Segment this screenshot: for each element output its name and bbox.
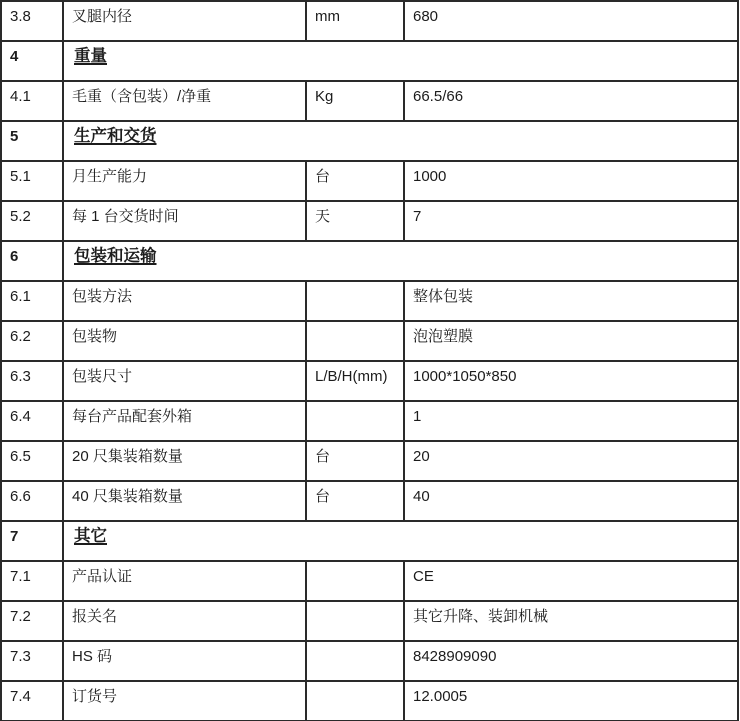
table-row xyxy=(1,681,738,721)
table-row xyxy=(1,441,738,481)
section-row xyxy=(1,121,738,161)
unit-cell: Kg xyxy=(306,81,404,121)
unit-cell: 天 xyxy=(306,201,404,241)
unit-cell xyxy=(306,681,404,721)
value-cell: 1000*1050*850 xyxy=(404,361,738,401)
spec-name-cell: 月生产能力 xyxy=(63,161,306,201)
table-row xyxy=(1,481,738,521)
table-row xyxy=(1,1,738,41)
row-number-cell: 6.2 xyxy=(1,321,63,361)
section-title: 其它 xyxy=(74,527,107,545)
spec-name-cell: 包装物 xyxy=(63,321,306,361)
value-cell: 66.5/66 xyxy=(404,81,738,121)
table-row xyxy=(1,161,738,201)
value-cell: 1000 xyxy=(404,161,738,201)
table-row xyxy=(1,361,738,401)
unit-cell: 台 xyxy=(306,441,404,481)
value-cell: 40 xyxy=(404,481,738,521)
row-number-cell: 7.2 xyxy=(1,601,63,641)
unit-cell xyxy=(306,321,404,361)
row-number-cell: 5.2 xyxy=(1,201,63,241)
section-number-cell: 6 xyxy=(1,241,63,281)
unit-cell: L/B/H(mm) xyxy=(306,361,404,401)
section-title: 生产和交货 xyxy=(74,127,157,145)
row-number-cell: 6.4 xyxy=(1,401,63,441)
unit-cell: 台 xyxy=(306,481,404,521)
section-title-cell xyxy=(63,241,738,281)
spec-name-cell: 每 1 台交货时间 xyxy=(63,201,306,241)
section-row xyxy=(1,521,738,561)
table-row xyxy=(1,321,738,361)
spec-name-cell: 包装尺寸 xyxy=(63,361,306,401)
unit-cell xyxy=(306,401,404,441)
row-number-cell: 4.1 xyxy=(1,81,63,121)
table-row xyxy=(1,601,738,641)
value-cell: 8428909090 xyxy=(404,641,738,681)
section-title: 包装和运输 xyxy=(74,247,157,265)
value-cell: 12.0005 xyxy=(404,681,738,721)
spec-name-cell: 每台产品配套外箱 xyxy=(63,401,306,441)
row-number-cell: 6.5 xyxy=(1,441,63,481)
section-title-cell xyxy=(63,41,738,81)
spec-name-cell: 40 尺集装箱数量 xyxy=(63,481,306,521)
row-number-cell: 5.1 xyxy=(1,161,63,201)
value-cell: 1 xyxy=(404,401,738,441)
section-title: 重量 xyxy=(74,47,107,65)
row-number-cell: 7.4 xyxy=(1,681,63,721)
table-row xyxy=(1,641,738,681)
spec-name-cell: 报关名 xyxy=(63,601,306,641)
value-cell: 泡泡塑膜 xyxy=(404,321,738,361)
spec-name-cell: 产品认证 xyxy=(63,561,306,601)
section-row xyxy=(1,241,738,281)
value-cell: CE xyxy=(404,561,738,601)
table-row xyxy=(1,401,738,441)
section-title-cell xyxy=(63,521,738,561)
unit-cell: 台 xyxy=(306,161,404,201)
row-number-cell: 6.6 xyxy=(1,481,63,521)
row-number-cell: 6.1 xyxy=(1,281,63,321)
table-row xyxy=(1,201,738,241)
unit-cell xyxy=(306,561,404,601)
value-cell: 7 xyxy=(404,201,738,241)
table-row xyxy=(1,81,738,121)
row-number-cell: 3.8 xyxy=(1,1,63,41)
table-row xyxy=(1,561,738,601)
value-cell: 其它升降、装卸机械 xyxy=(404,601,738,641)
section-number-cell: 5 xyxy=(1,121,63,161)
spec-name-cell: HS 码 xyxy=(63,641,306,681)
spec-name-cell: 毛重（含包装）/净重 xyxy=(63,81,306,121)
value-cell: 680 xyxy=(404,1,738,41)
section-number-cell: 4 xyxy=(1,41,63,81)
row-number-cell: 7.1 xyxy=(1,561,63,601)
spec-name-cell: 订货号 xyxy=(63,681,306,721)
spec-name-cell: 叉腿内径 xyxy=(63,1,306,41)
row-number-cell: 6.3 xyxy=(1,361,63,401)
unit-cell xyxy=(306,601,404,641)
section-title-cell xyxy=(63,121,738,161)
spec-name-cell: 包装方法 xyxy=(63,281,306,321)
spec-name-cell: 20 尺集装箱数量 xyxy=(63,441,306,481)
unit-cell xyxy=(306,641,404,681)
section-number-cell: 7 xyxy=(1,521,63,561)
unit-cell: mm xyxy=(306,1,404,41)
row-number-cell: 7.3 xyxy=(1,641,63,681)
section-row xyxy=(1,41,738,81)
unit-cell xyxy=(306,281,404,321)
value-cell: 20 xyxy=(404,441,738,481)
value-cell: 整体包装 xyxy=(404,281,738,321)
table-row xyxy=(1,281,738,321)
